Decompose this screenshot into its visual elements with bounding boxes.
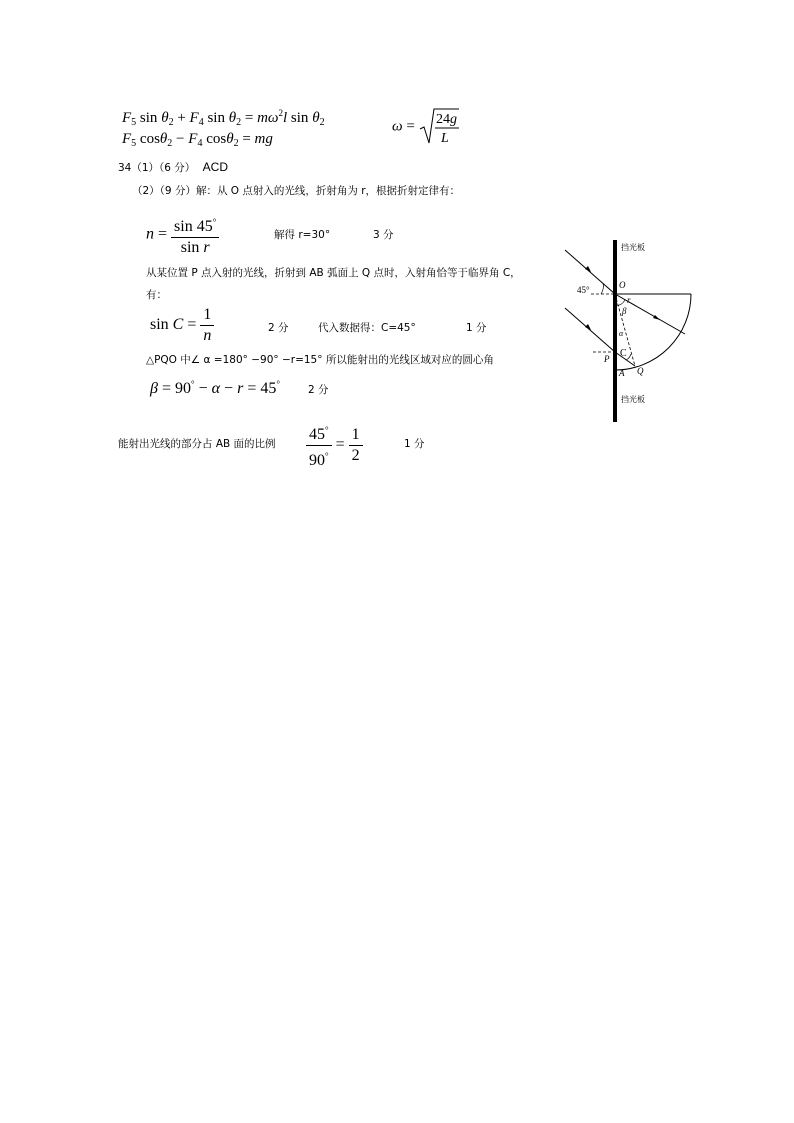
equation-critical-angle: sin C = $\frac{1}{n}$	[150, 305, 214, 346]
incident-ray-P-arrow	[585, 324, 591, 330]
critical-result: 代入数据得：C=45°	[318, 322, 416, 334]
ratio-label: 能射出光线的部分占 AB 面的比例	[118, 438, 276, 450]
equation-force-vertical: $F_5$ $\cos\theta_2 - F_4$ cosθ$_2$ = mg	[122, 131, 273, 149]
equation-ratio: $\frac{45^\circ}{90^\circ}$ = $\frac{1}{2}$	[306, 420, 363, 471]
label-top-plate: 挡光板	[621, 243, 645, 252]
beta-score: 2 分	[308, 384, 329, 396]
equation-force-horizontal: $F_5$ $\sin \theta_2 + F_4$ $\sin \theta_2 = m\omega^2l$ $\sin \theta_2$	[122, 108, 325, 128]
snell-result: 解得 r=30°	[274, 229, 331, 241]
q34-part2-intro: （2）（9 分）解：从 O 点射入的光线，折射角为 r，根据折射定律有：	[132, 185, 461, 197]
angle-arc-C	[626, 354, 631, 360]
q34-part1-answer: ACD	[202, 160, 228, 174]
equation-beta: β = 90° − α − r = 45°	[150, 379, 280, 397]
label-Q: Q	[637, 366, 644, 376]
label-angle-45: 45°	[577, 285, 590, 295]
label-beta: β	[622, 306, 627, 316]
equation-omega: ω = 24g L	[392, 107, 459, 147]
para2-line2: 有：	[146, 289, 167, 301]
svg-text:L: L	[440, 131, 449, 146]
sqrt-symbol	[419, 107, 459, 147]
incident-ray-O-arrow	[585, 266, 591, 272]
q34-part1	[118, 160, 228, 175]
critical-score: 2 分	[268, 322, 289, 334]
incident-ray-P	[565, 308, 615, 352]
label-r: r	[627, 295, 631, 305]
label-P: P	[604, 354, 610, 364]
para2-line1: 从某位置 P 点入射的光线，折射到 AB 弧面上 Q 点时，入射角恰等于临界角 C，	[146, 267, 521, 279]
svg-text:24g: 24g	[435, 112, 457, 127]
label-alpha: α	[619, 329, 624, 338]
snell-score: 3 分	[373, 229, 394, 241]
label-C: C	[620, 348, 627, 359]
q34-part1-label: 34（1）（6 分）	[118, 162, 196, 174]
label-bottom-plate: 挡光板	[621, 395, 645, 404]
alpha-line: △PQO 中∠ α =180° −90° −r=15° 所以能射出的光线区域对应的圆心角	[146, 354, 494, 366]
angle-arc-45	[601, 283, 603, 294]
label-A: A	[619, 368, 625, 378]
incident-ray-O	[565, 250, 615, 294]
equation-snell: n = $\frac{\sin 45^\circ}{\text{sin r}}$	[146, 212, 219, 258]
ratio-score: 1 分	[404, 438, 425, 450]
optics-diagram	[555, 236, 705, 426]
critical-result-score: 1 分	[466, 322, 487, 334]
label-O: O	[619, 280, 626, 290]
